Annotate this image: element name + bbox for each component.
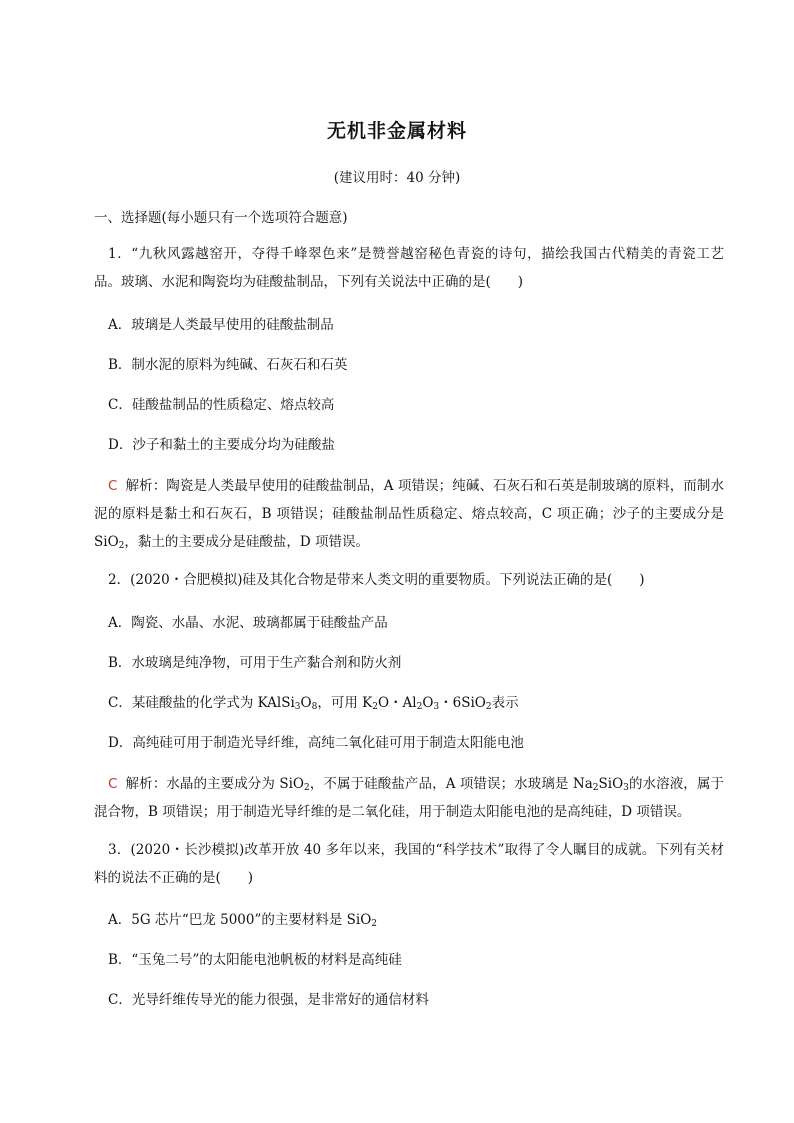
answer-letter: C <box>108 776 118 792</box>
question-1-explanation: C 解析：陶瓷是人类最早使用的硅酸盐制品，A 项错误；纯碱、石灰石和石英是制玻璃的原料，而制水泥的原料是黏土和石灰石，B 项错误；硅酸盐制品性质稳定、熔点较高，C 项正确；沙子的主要成分是 SiO$_2$，黏土的主要成分是硅酸盐，D 项错误。 <box>94 478 724 551</box>
answer-letter: C <box>108 478 118 494</box>
question-2-option-a: A．陶瓷、水晶、水泥、玻璃都属于硅酸盐产品 <box>108 615 388 631</box>
question-2-explanation: C 解析：水晶的主要成分为 SiO$_2$，不属于硅酸盐产品，A 项错误；水玻璃是 $Na_2SiO_3$的水溶液，属于混合物，B 项错误；用于制造光导纤维的是二氧化硅，用于制造太阳能电池的是高纯硅，D 项错误。 <box>94 776 724 820</box>
question-3-option-a: A．5G 芯片“巴龙 5000”的主要材料是 SiO$_2$ <box>108 912 378 929</box>
suggested-time: (建议用时：40 分钟) <box>333 170 461 186</box>
question-1-option-a: A．玻璃是人类最早使用的硅酸盐制品 <box>108 317 334 333</box>
question-1-stem: 1．“九秋风露越窑开，夺得千峰翠色来”是赞誉越窑秘色青瓷的诗句，描绘我国古代精美的青瓷工艺品。玻璃、水泥和陶瓷均为硅酸盐制品，下列有关说法中正确的是( ) <box>94 246 724 290</box>
question-1-option-c: C．硅酸盐制品的性质稳定、熔点较高 <box>108 397 335 413</box>
page-title: 无机非金属材料 <box>326 120 467 142</box>
question-2-option-b: B．水玻璃是纯净物，可用于生产黏合剂和防火剂 <box>108 655 402 671</box>
section-heading: 一、选择题(每小题只有一个选项符合题意) <box>94 210 348 226</box>
question-1-option-b: B．制水泥的原料为纯碱、石灰石和石英 <box>108 357 348 373</box>
question-3-option-b: B．“玉兔二号”的太阳能电池帆板的材料是高纯硅 <box>108 952 402 968</box>
question-1-option-d: D．沙子和黏土的主要成分均为硅酸盐 <box>108 437 335 453</box>
question-2-option-d: D．高纯硅可用于制造光导纤维，高纯二氧化硅可用于制造太阳能电池 <box>108 735 524 751</box>
question-3-stem: 3．(2020・长沙模拟)改革开放 40 多年以来，我国的“科学技术”取得了令人瞩目的成就。下列有关材料的说法不正确的是( ) <box>94 842 724 886</box>
question-3-option-c: C．光导纤维传导光的能力很强，是非常好的通信材料 <box>108 992 429 1008</box>
question-2-option-c: C．某硅酸盐的化学式为 $KAlSi_3O_8$，可用 $K_2O$・$Al_2O_3$・6SiO$_2$表示 <box>108 695 519 712</box>
question-2-stem: 2．(2020・合肥模拟)硅及其化合物是带来人类文明的重要物质。下列说法正确的是( ) <box>108 572 645 588</box>
